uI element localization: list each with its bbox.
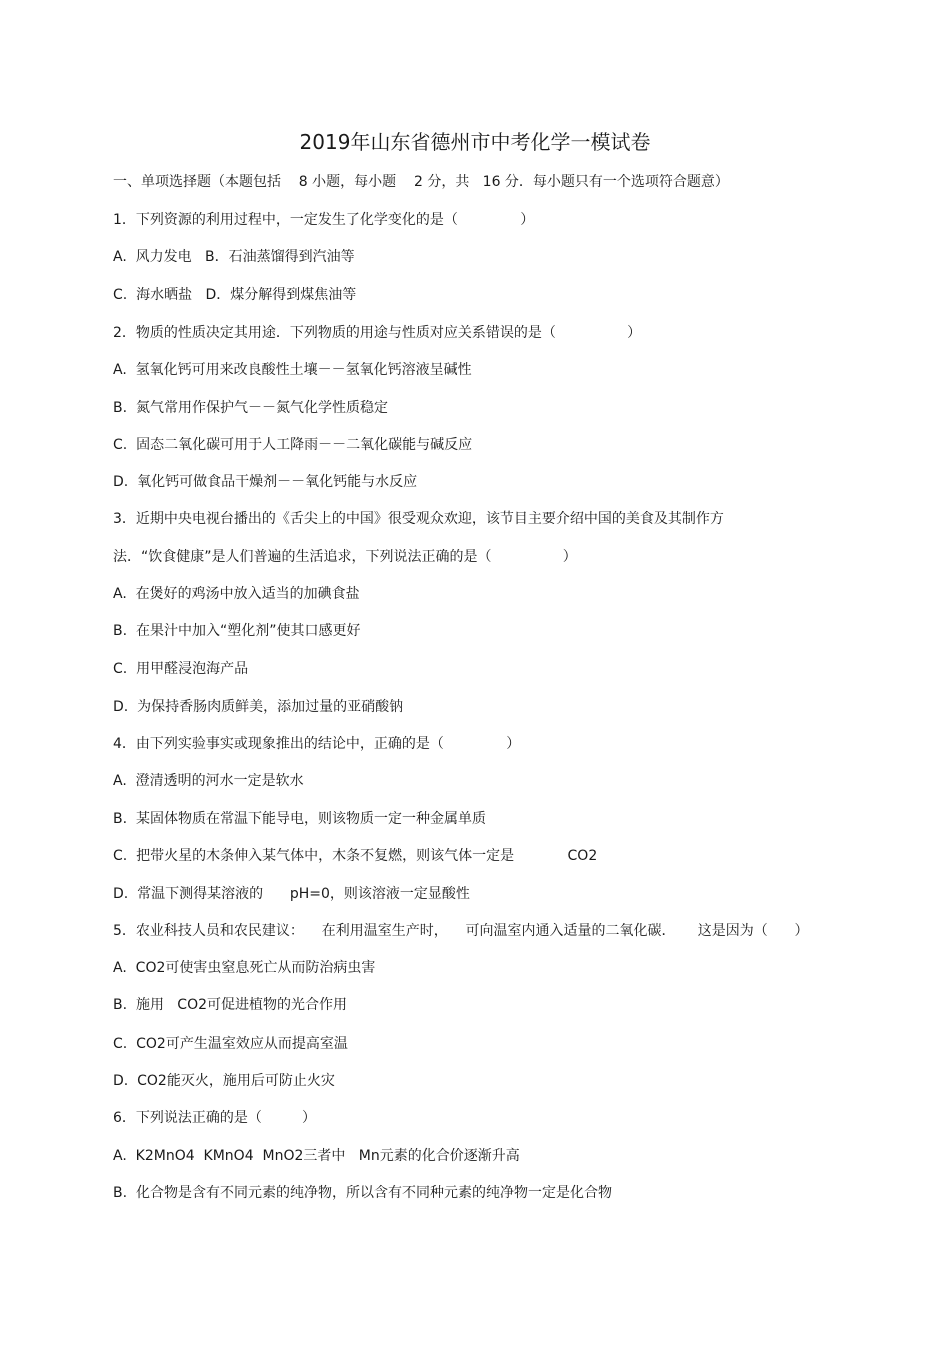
- q6-option-a: A. K2MnO4 KMnO4 MnO2三者中 Mn元素的化合价逐渐升高: [113, 1148, 520, 1164]
- q5-option-b: B. 施用 CO2可促进植物的光合作用: [113, 997, 348, 1013]
- q2-option-d: D. 氧化钙可做食品干燥剂－－氧化钙能与水反应: [113, 474, 418, 490]
- q3-option-d: D. 为保持香肠肉质鲜美，添加过量的亚硝酸钠: [113, 699, 404, 715]
- question-3-cont: 法．“饮食健康”是人们普遍的生活追求，下列说法正确的是（ ）: [113, 549, 577, 565]
- q4-option-a: A. 澄清透明的河水一定是软水: [113, 773, 304, 789]
- q1-options-ab: A. 风力发电 B．石油蒸馏得到汽油等: [113, 249, 355, 265]
- section-heading: 一、单项选择题（本题包括 8 小题，每小题 2 分，共 16 分．每小题只有一个选项符合题意）: [113, 174, 729, 190]
- q4-option-d: D. 常温下测得某溶液的 pH=0，则该溶液一定显酸性: [113, 886, 470, 902]
- q3-option-c: C. 用甲醛浸泡海产品: [113, 661, 249, 677]
- q2-option-b: B. 氮气常用作保护气－－氮气化学性质稳定: [113, 400, 388, 416]
- q3-option-a: A. 在煲好的鸡汤中放入适当的加碘食盐: [113, 586, 360, 602]
- question-5: 5．农业科技人员和农民建议： 在利用温室生产时， 可向温室内通入适量的二氧化碳． 这是因为（ ）: [113, 923, 809, 939]
- page-title: 2019年山东省德州市中考化学一模试卷: [299, 130, 651, 154]
- q2-option-a: A. 氢氧化钙可用来改良酸性土壤－－氢氧化钙溶液呈碱性: [113, 362, 472, 378]
- q5-option-a: A. CO2可使害虫窒息死亡从而防治病虫害: [113, 960, 376, 976]
- q4-option-b: B. 某固体物质在常温下能导电，则该物质一定一种金属单质: [113, 811, 486, 827]
- question-3: 3．近期中央电视台播出的《舌尖上的中国》很受观众欢迎，该节目主要介绍中国的美食及其制作方: [113, 511, 724, 527]
- question-4: 4．由下列实验事实或现象推出的结论中，正确的是（ ）: [113, 736, 521, 752]
- q3-option-b: B. 在果汁中加入“塑化剂”使其口感更好: [113, 623, 361, 639]
- q2-option-c: C. 固态二氧化碳可用于人工降雨－－二氧化碳能与碱反应: [113, 437, 473, 453]
- question-1: 1．下列资源的利用过程中，一定发生了化学变化的是（ ）: [113, 212, 535, 228]
- q4-option-c: C. 把带火星的木条伸入某气体中，木条不复燃，则该气体一定是 CO2: [113, 848, 598, 864]
- q6-option-b: B. 化合物是含有不同元素的纯净物，所以含有不同种元素的纯净物一定是化合物: [113, 1185, 612, 1201]
- question-2: 2．物质的性质决定其用途．下列物质的用途与性质对应关系错误的是（ ）: [113, 325, 642, 341]
- question-6: 6．下列说法正确的是（ ）: [113, 1110, 316, 1126]
- q1-options-cd: C. 海水晒盐 D．煤分解得到煤焦油等: [113, 287, 357, 303]
- q5-option-c: C. CO2可产生温室效应从而提高室温: [113, 1036, 348, 1052]
- q5-option-d: D. CO2能灭火，施用后可防止火灾: [113, 1073, 335, 1089]
